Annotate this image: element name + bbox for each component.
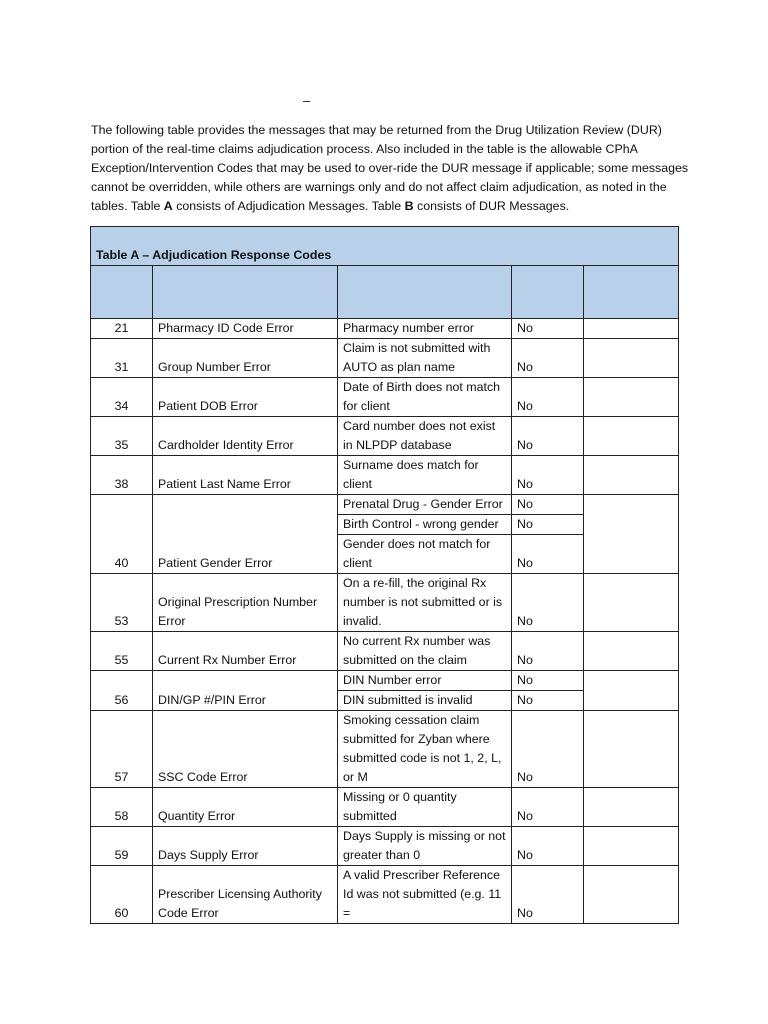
description-cell: Surname does match for client bbox=[338, 456, 512, 495]
description-cell: Card number does not exist in NLPDP database bbox=[338, 417, 512, 456]
override-cell: No bbox=[512, 671, 584, 691]
description-cell: Gender does not match for client bbox=[338, 535, 512, 574]
override-cell: No bbox=[512, 632, 584, 671]
code-cell: 53 bbox=[91, 574, 153, 632]
description-cell: DIN submitted is invalid bbox=[338, 691, 512, 711]
empty-cell bbox=[584, 574, 679, 632]
description-cell: Date of Birth does not match for client bbox=[338, 378, 512, 417]
error-name-cell: Patient Last Name Error bbox=[153, 456, 338, 495]
error-name-cell: Patient Gender Error bbox=[153, 495, 338, 574]
override-cell: No bbox=[512, 788, 584, 827]
intro-text-1: The following table provides the messages that may be returned from the Drug Utilization Review (DUR) portion of the real-time claims adjudication process. Also included in the table is the allowable CPhA Exception/Intervention Codes that may be used to over-ride the DUR message if applicable; some messages cannot be overridden, while others are warnings only and do not affect claim adjudication, as noted in the tables. Table bbox=[91, 123, 689, 213]
header-cell bbox=[91, 266, 153, 319]
error-name-cell: Cardholder Identity Error bbox=[153, 417, 338, 456]
description-cell: Claim is not submitted with AUTO as plan name bbox=[338, 339, 512, 378]
empty-cell bbox=[584, 378, 679, 417]
code-cell: 40 bbox=[91, 495, 153, 574]
table-row bbox=[91, 495, 679, 515]
override-cell: No bbox=[512, 691, 584, 711]
description-cell: A valid Prescriber Reference Id was not submitted (e.g. 11 = bbox=[338, 866, 512, 924]
table-row bbox=[91, 788, 679, 827]
error-name-cell: Prescriber Licensing Authority Code Error bbox=[153, 866, 338, 924]
code-cell: 55 bbox=[91, 632, 153, 671]
description-cell: Prenatal Drug - Gender Error bbox=[338, 495, 512, 515]
header-cell bbox=[512, 266, 584, 319]
table-row bbox=[91, 319, 679, 339]
override-cell: No bbox=[512, 378, 584, 417]
table-title-row bbox=[91, 227, 679, 266]
header-cell bbox=[584, 266, 679, 319]
table-row bbox=[91, 711, 679, 788]
override-cell: No bbox=[512, 319, 584, 339]
table-row bbox=[91, 866, 679, 924]
error-name-cell: Current Rx Number Error bbox=[153, 632, 338, 671]
empty-cell bbox=[584, 632, 679, 671]
intro-paragraph bbox=[91, 121, 691, 216]
override-cell: No bbox=[512, 866, 584, 924]
override-cell: No bbox=[512, 515, 584, 535]
description-cell: Missing or 0 quantity submitted bbox=[338, 788, 512, 827]
code-cell: 34 bbox=[91, 378, 153, 417]
override-cell: No bbox=[512, 827, 584, 866]
code-cell: 57 bbox=[91, 711, 153, 788]
code-cell: 21 bbox=[91, 319, 153, 339]
override-cell: No bbox=[512, 535, 584, 574]
intro-bold-a: A bbox=[163, 199, 173, 213]
table-row bbox=[91, 671, 679, 691]
empty-cell bbox=[584, 866, 679, 924]
empty-cell bbox=[584, 495, 679, 574]
page-dash: – bbox=[303, 93, 311, 108]
intro-bold-b: B bbox=[404, 199, 414, 213]
error-name-cell: DIN/GP #/PIN Error bbox=[153, 671, 338, 711]
description-cell: On a re-fill, the original Rx number is not submitted or is invalid. bbox=[338, 574, 512, 632]
adjudication-table bbox=[90, 226, 679, 924]
table-title: Table A – Adjudication Response Codes bbox=[91, 227, 679, 266]
override-cell: No bbox=[512, 456, 584, 495]
code-cell: 60 bbox=[91, 866, 153, 924]
table-row bbox=[91, 574, 679, 632]
error-name-cell: Days Supply Error bbox=[153, 827, 338, 866]
description-cell: Pharmacy number error bbox=[338, 319, 512, 339]
header-cell bbox=[153, 266, 338, 319]
error-name-cell: SSC Code Error bbox=[153, 711, 338, 788]
code-cell: 35 bbox=[91, 417, 153, 456]
intro-text-2: consists of Adjudication Messages. Table bbox=[172, 199, 405, 213]
empty-cell bbox=[584, 827, 679, 866]
table-header-row bbox=[91, 266, 679, 319]
error-name-cell: Quantity Error bbox=[153, 788, 338, 827]
error-name-cell: Original Prescription Number Error bbox=[153, 574, 338, 632]
code-cell: 59 bbox=[91, 827, 153, 866]
code-cell: 58 bbox=[91, 788, 153, 827]
table-row bbox=[91, 378, 679, 417]
code-cell: 56 bbox=[91, 671, 153, 711]
override-cell: No bbox=[512, 495, 584, 515]
empty-cell bbox=[584, 319, 679, 339]
error-name-cell: Group Number Error bbox=[153, 339, 338, 378]
intro-text-3: consists of DUR Messages. bbox=[413, 199, 570, 213]
empty-cell bbox=[584, 339, 679, 378]
description-cell: No current Rx number was submitted on the claim bbox=[338, 632, 512, 671]
empty-cell bbox=[584, 788, 679, 827]
table-row bbox=[91, 456, 679, 495]
override-cell: No bbox=[512, 574, 584, 632]
empty-cell bbox=[584, 711, 679, 788]
table-row bbox=[91, 827, 679, 866]
empty-cell bbox=[584, 417, 679, 456]
description-cell: Birth Control - wrong gender bbox=[338, 515, 512, 535]
code-cell: 31 bbox=[91, 339, 153, 378]
override-cell: No bbox=[512, 339, 584, 378]
table-row bbox=[91, 417, 679, 456]
table-row bbox=[91, 339, 679, 378]
empty-cell bbox=[584, 456, 679, 495]
table-row bbox=[91, 632, 679, 671]
override-cell: No bbox=[512, 711, 584, 788]
header-cell bbox=[338, 266, 512, 319]
code-cell: 38 bbox=[91, 456, 153, 495]
error-name-cell: Pharmacy ID Code Error bbox=[153, 319, 338, 339]
description-cell: Days Supply is missing or not greater than 0 bbox=[338, 827, 512, 866]
empty-cell bbox=[584, 671, 679, 711]
error-name-cell: Patient DOB Error bbox=[153, 378, 338, 417]
description-cell: Smoking cessation claim submitted for Zyban where submitted code is not 1, 2, L, or M bbox=[338, 711, 512, 788]
description-cell: DIN Number error bbox=[338, 671, 512, 691]
override-cell: No bbox=[512, 417, 584, 456]
